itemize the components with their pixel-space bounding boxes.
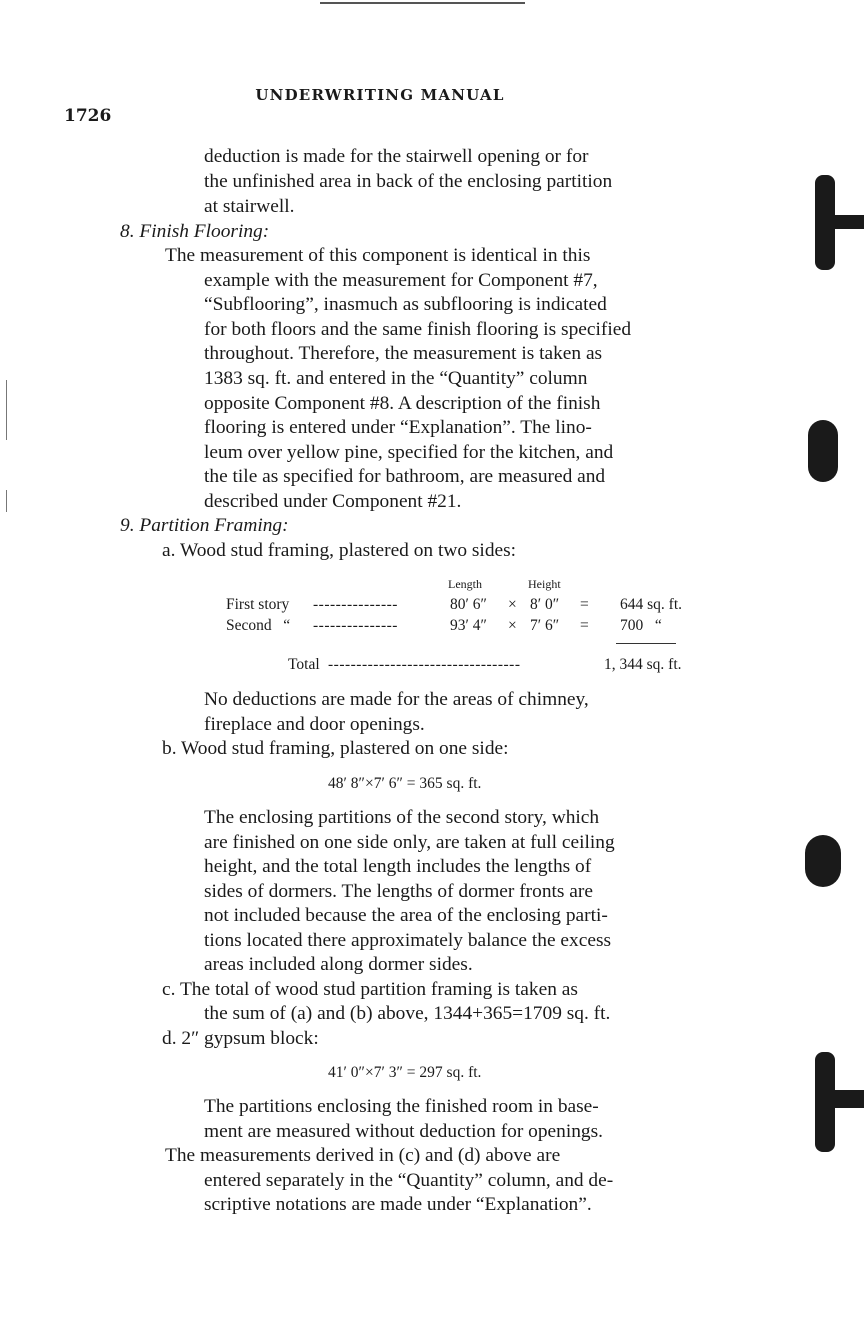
subsection-d-note: The partitions enclosing the finished room in base- bbox=[204, 1096, 599, 1117]
subsection-b-note: The enclosing partitions of the second story, which bbox=[204, 807, 600, 828]
subsection-b-label: b. Wood stud framing, plastered on one side: bbox=[162, 738, 509, 759]
section8-line: “Subflooring”, inasmuch as subflooring is indicated bbox=[204, 294, 607, 315]
subsection-d-note: ment are measured without deduction for openings. bbox=[204, 1121, 604, 1142]
total-leader: ---------------------------------- bbox=[328, 656, 521, 673]
total-value: 1, 344 sq. ft. bbox=[604, 656, 682, 673]
column-header-length: Length bbox=[448, 577, 482, 591]
scan-edge-mark bbox=[6, 490, 7, 512]
table-row-value: 700 “ bbox=[620, 617, 662, 634]
subsection-a-label: a. Wood stud framing, plastered on two sides: bbox=[162, 540, 517, 561]
page-header-title: UNDERWRITING MANUAL bbox=[255, 86, 505, 104]
subsection-a-note: No deductions are made for the areas of chimney, bbox=[204, 689, 589, 710]
subsection-b-note: height, and the total length includes the lengths of bbox=[204, 856, 592, 877]
page-number: 1726 bbox=[64, 106, 112, 126]
binder-mark bbox=[815, 215, 864, 229]
section-heading: 9. Partition Framing: bbox=[120, 515, 289, 536]
section8-line: opposite Component #8. A description of the finish bbox=[204, 393, 601, 414]
total-label: Total bbox=[288, 656, 320, 673]
table-row-height: 7′ 6″ bbox=[530, 617, 560, 634]
subsection-b-note: sides of dormers. The lengths of dormer fronts are bbox=[204, 881, 593, 902]
section8-line: flooring is entered under “Explanation”. The lino- bbox=[204, 417, 592, 438]
table-row-label: First story bbox=[226, 596, 290, 613]
table-row-label: Second “ bbox=[226, 617, 291, 634]
subsection-a-note: fireplace and door openings. bbox=[204, 714, 425, 735]
formula-b: 48′ 8″×7′ 6″ = 365 sq. ft. bbox=[328, 775, 482, 792]
subsection-c-line: c. The total of wood stud partition framing is taken as bbox=[162, 979, 578, 1000]
binder-hole bbox=[808, 420, 838, 482]
table-row-length: 93′ 4″ bbox=[450, 617, 487, 634]
times-sign: × bbox=[508, 596, 517, 613]
intro-line: the unfinished area in back of the enclosing partition bbox=[204, 171, 613, 192]
table-row-leader: --------------- bbox=[313, 596, 398, 613]
section8-line: leum over yellow pine, specified for the kitchen, and bbox=[204, 442, 614, 463]
intro-line: deduction is made for the stairwell opening or for bbox=[204, 146, 589, 167]
scan-edge-mark bbox=[6, 380, 7, 440]
section8-line: example with the measurement for Component #7, bbox=[204, 270, 598, 291]
equals-sign: = bbox=[580, 596, 589, 613]
column-header-height: Height bbox=[528, 577, 561, 591]
table-row-value: 644 sq. ft. bbox=[620, 596, 682, 613]
equals-sign: = bbox=[580, 617, 589, 634]
closing-line: scriptive notations are made under “Explanation”. bbox=[204, 1194, 592, 1215]
table-row-height: 8′ 0″ bbox=[530, 596, 560, 613]
section8-line: described under Component #21. bbox=[204, 491, 462, 512]
subsection-b-note: areas included along dormer sides. bbox=[204, 954, 473, 975]
section8-line: 1383 sq. ft. and entered in the “Quantity” column bbox=[204, 368, 588, 389]
section8-line: throughout. Therefore, the measurement is taken as bbox=[204, 343, 603, 364]
subsection-d-label: d. 2″ gypsum block: bbox=[162, 1028, 319, 1049]
total-rule bbox=[616, 643, 676, 644]
section8-line: the tile as specified for bathroom, are measured and bbox=[204, 466, 606, 487]
table-row-length: 80′ 6″ bbox=[450, 596, 487, 613]
intro-line: at stairwell. bbox=[204, 196, 295, 217]
binder-mark bbox=[815, 1090, 864, 1108]
formula-d: 41′ 0″×7′ 3″ = 297 sq. ft. bbox=[328, 1064, 482, 1081]
top-rule bbox=[320, 2, 525, 4]
closing-line: The measurements derived in (c) and (d) above are bbox=[165, 1145, 561, 1166]
subsection-b-note: not included because the area of the enclosing parti- bbox=[204, 905, 608, 926]
subsection-c-line: the sum of (a) and (b) above, 1344+365=1709 sq. ft. bbox=[204, 1003, 611, 1024]
section-heading: 8. Finish Flooring: bbox=[120, 221, 270, 242]
section8-line: for both floors and the same finish flooring is specified bbox=[204, 319, 632, 340]
subsection-b-note: are finished on one side only, are taken at full ceiling bbox=[204, 832, 615, 853]
binder-hole bbox=[805, 835, 841, 887]
table-row-leader: --------------- bbox=[313, 617, 398, 634]
times-sign: × bbox=[508, 617, 517, 634]
section8-line: The measurement of this component is identical in this bbox=[165, 245, 591, 266]
subsection-b-note: tions located there approximately balance the excess bbox=[204, 930, 612, 951]
closing-line: entered separately in the “Quantity” column, and de- bbox=[204, 1170, 614, 1191]
